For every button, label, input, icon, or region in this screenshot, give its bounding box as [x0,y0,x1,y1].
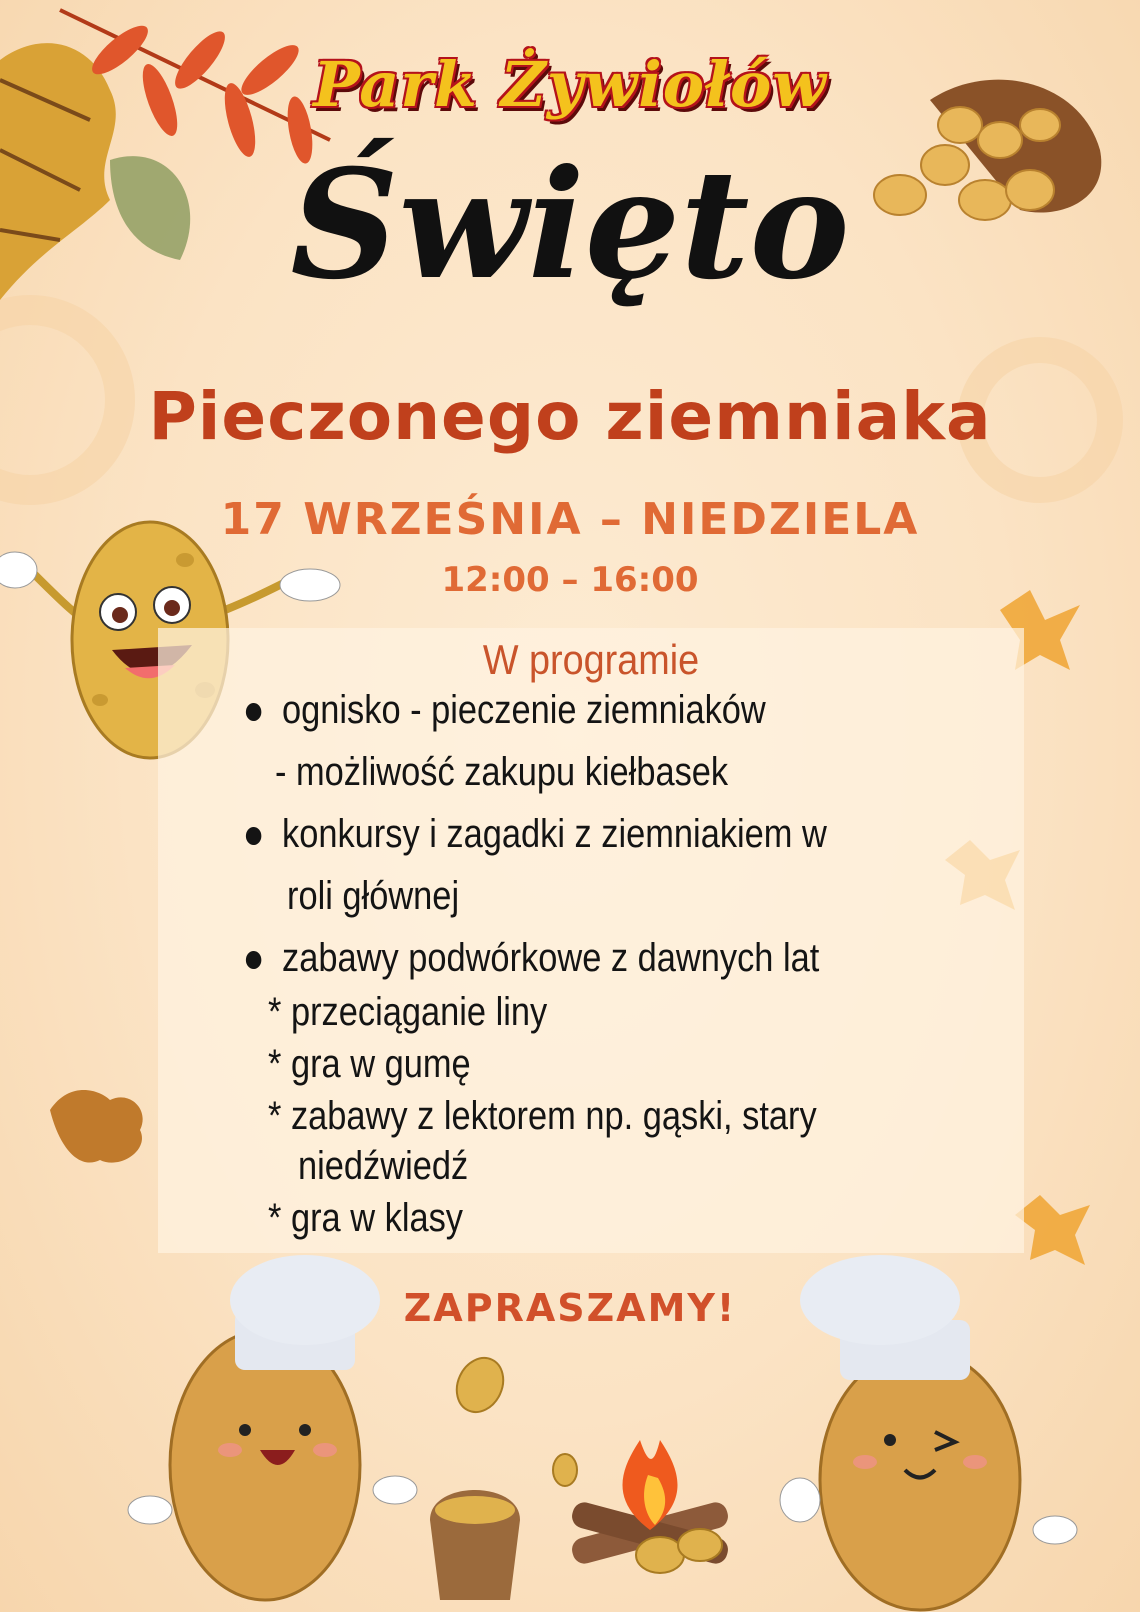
program-item: ognisko - pieczenie ziemniaków [282,688,766,733]
campfire-icon [569,1440,730,1573]
event-subtitle: Pieczonego ziemniaka [148,378,992,455]
program-item: niedźwiedź [298,1144,469,1188]
program-item: zabawy podwórkowe z dawnych lat [282,936,819,981]
program-item: * przeciąganie liny [268,990,548,1034]
program-item: - możliwość zakupu kiełbasek [275,750,729,794]
maple-leaf-icon [1015,1195,1090,1265]
potato-icon [553,1454,577,1486]
bullet-icon [246,951,261,969]
bullet-icon [246,827,261,845]
program-item: * gra w gumę [268,1042,471,1086]
event-title: Święto [290,137,850,313]
program-heading: W programie [482,636,700,683]
program-item: roli głównej [287,874,460,918]
event-hours: 12:00 – 16:00 [441,560,699,600]
park-logo: Park Żywiołów [313,48,827,121]
program-item: * gra w klasy [268,1196,464,1240]
program-item: konkursy i zagadki z ziemniakiem w [282,812,827,857]
small-sack-icon [430,1490,520,1600]
bullet-icon [246,703,261,721]
oak-leaf-brown-icon [50,1090,143,1163]
event-date: 17 WRZEŚNIA – NIEDZIELA [220,494,920,545]
invitation-text: ZAPRASZAMY! [403,1286,737,1330]
program-item: * zabawy z lektorem np. gąski, stary [268,1094,817,1138]
potato-icon [448,1350,512,1419]
